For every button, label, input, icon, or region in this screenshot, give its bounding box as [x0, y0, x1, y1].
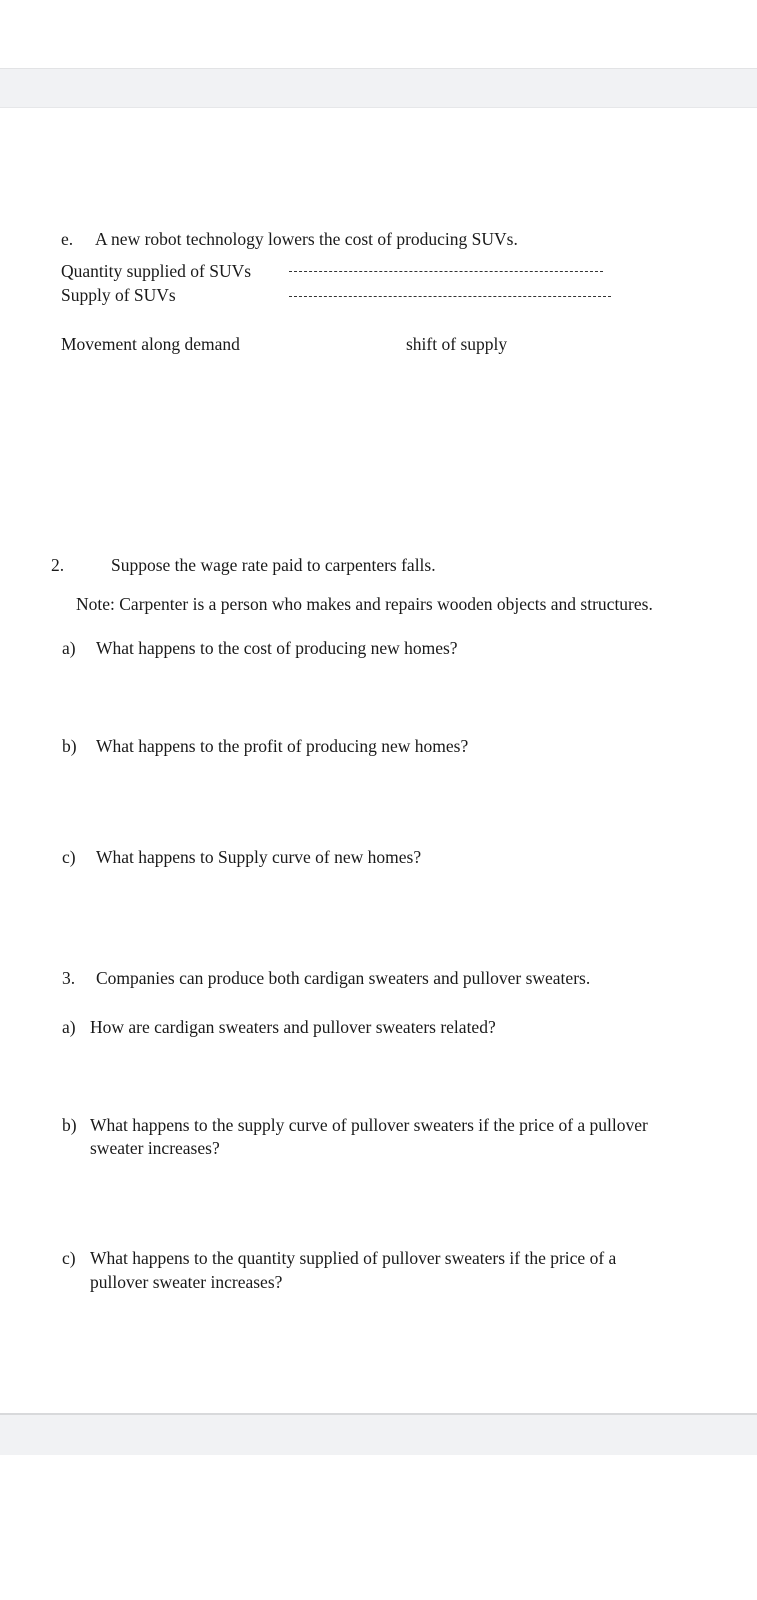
question-2a-text: What happens to the cost of producing new homes? — [96, 638, 458, 658]
question-3b-text-line1: What happens to the supply curve of pullover sweaters if the price of a pullover — [90, 1115, 648, 1135]
question-3b-marker: b) — [62, 1115, 77, 1135]
question-3c-text-line1: What happens to the quantity supplied of pullover sweaters if the price of a — [90, 1248, 617, 1268]
question-3b-text-line2: sweater increases? — [90, 1138, 220, 1158]
page-separator-bottom — [0, 1413, 757, 1455]
question-2c-text: What happens to Supply curve of new homes? — [96, 847, 422, 867]
question-3-number: 3. — [62, 968, 76, 988]
question-3c-text-line2: pullover sweater increases? — [90, 1272, 283, 1292]
option-shift-of-supply: shift of supply — [406, 334, 508, 354]
page-separator-top — [0, 68, 757, 108]
question-2a-marker: a) — [62, 638, 76, 658]
question-1e-marker: e. — [61, 229, 74, 249]
question-2-statement: Suppose the wage rate paid to carpenters falls. — [111, 555, 436, 575]
question-1e-statement: A new robot technology lowers the cost of producing SUVs. — [95, 229, 518, 249]
question-2-number: 2. — [51, 555, 65, 575]
quantity-supplied-label: Quantity supplied of SUVs — [61, 261, 252, 281]
question-2b-text: What happens to the profit of producing new homes? — [96, 736, 469, 756]
option-movement-along-demand: Movement along demand — [61, 334, 240, 354]
quantity-supplied-answer-line[interactable] — [289, 271, 603, 272]
question-3a-marker: a) — [62, 1017, 76, 1037]
question-2c-marker: c) — [62, 847, 76, 867]
question-3a-text: How are cardigan sweaters and pullover sweaters related? — [90, 1017, 496, 1037]
question-2-note: Note: Carpenter is a person who makes and repairs wooden objects and structures. — [76, 594, 653, 614]
question-2b-marker: b) — [62, 736, 77, 756]
question-3c-marker: c) — [62, 1248, 76, 1268]
supply-label: Supply of SUVs — [61, 285, 176, 305]
question-3-statement: Companies can produce both cardigan sweaters and pullover sweaters. — [96, 968, 591, 988]
supply-answer-line[interactable] — [289, 296, 611, 297]
